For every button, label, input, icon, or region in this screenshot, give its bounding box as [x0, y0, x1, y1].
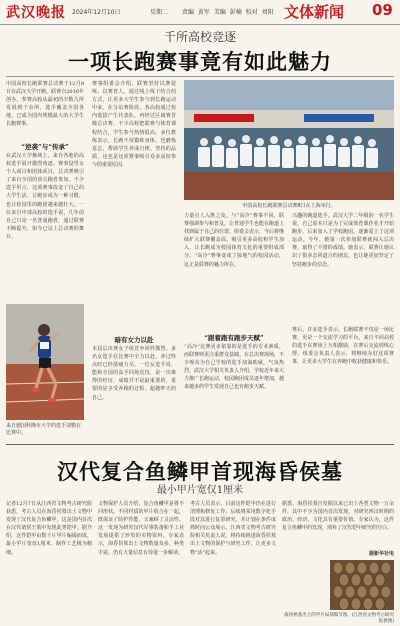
- newspaper-logo: 武汉晚报: [6, 5, 66, 21]
- story1-col2-text2: 本届总决赛女子组竞争同样激烈。多名女选手在比赛中全力以赴，冲过终点时已经筋疲力尽。一位女选手说，能和全国的高手同场竞技，是一次难得的经历，成绩并不是最重要的，重要的是享受奔跑的过程，超越昨天的自己。: [92, 346, 176, 401]
- story1-col3-text2: “高冷”比赛更多依靠的是选手的专业素质，而联赛则更注重群众基础。在总决赛现场，不少观众为自己学校的选手加油助威，气氛热烈。武汉大学相关负责人介绍，学校近年来大力推广长跑运动，校园跑团成员逐年增加，越来越多的学生发现自己也有跑步天赋。: [184, 344, 284, 391]
- story1-kicker: 千所高校竞逐: [163, 30, 236, 44]
- story1-col1-intro: 中国高校长跑联赛总决赛于12月8日在武汉大学开跑。联赛自2016年创办，参赛高校从最初的少数几所发展到千余所，选手覆盖全国各地，已成为国内规模最大的大学生长跑赛事。: [6, 81, 84, 128]
- story1-col1-text: 在武汉大学操场上，来自各地的高校选手展开激烈角逐。赛事设男女个人项目和团体项目，总决赛吸引了来自全国的顶尖跑者参加。不少选手坦言，这项赛事改变了自己的大学生活，让跑步成为一种习惯，也让校园里的跑团越来越壮大。一位来自中部高校的选手说，几年前自己只是一名普通跑者，通过联赛不断提升，如今已站上总决赛的舞台。: [6, 153, 84, 240]
- race-photo-caption: 中国高校长跑联赛总决赛8日在上海举行。: [242, 203, 336, 209]
- story2-col3: 考古人员表示，目前这件铠甲仍在进行清理和修复工作，后续将采用数字化手段对其进行复原研究，并计划在条件成熟时向公众展示。江西省文物考古研究院相关负责人说，将持续推进海昏侯墓出土文物的保护与研究工作，让更多文物“活”起来。: [190, 501, 276, 556]
- armor-photo-caption: 海昏侯墓出土的甲片局部细节图。(江西省文物考古研究院供图): [284, 613, 394, 624]
- story2-byline: 据新华社电: [368, 551, 394, 557]
- armor-scales-illustration: [330, 560, 394, 610]
- story1-col3-text: 力量引人入胜之处。与“高冷”赛事不同，联赛强调参与和普及，让普通学生也能在跑道上找到属于自己的位置。组委会表示，今后将继续扩大联赛覆盖面，吸引更多高校和学生加入，让长跑成为校园体育文化的重要组成部分。“高冷”赛事变成了接地气的校园活动，这正是联赛的魅力所在。: [184, 213, 284, 268]
- runner-illustration: [6, 304, 84, 420]
- divider: [6, 76, 394, 77]
- issue-date: 2024年12月10日: [72, 9, 121, 16]
- race-crowd-photo: [184, 80, 394, 200]
- page-number: 09: [372, 1, 393, 19]
- story2-headline: 汉代复合鱼鳞甲首现海昏侯墓: [57, 459, 343, 484]
- story1-headline: 一项长跑赛事竟有如此魅力: [68, 49, 332, 74]
- runner-photo-caption: 来自德国科隆市大学的选手刘勒在比赛中。: [6, 423, 82, 436]
- story2-col1: 记者12月7日从江西省文物考古研究院获悉，考古人员在海昏侯墓出土文物中发现了汉代复合鱼鳞甲，这是国内首次在汉代诸侯王墓中发现此类铠甲。据介绍，这件铠甲由数千片甲片编缀而成，最小甲片宽仅1厘米，制作工艺极为精细。: [6, 501, 92, 556]
- runner-photo: [6, 304, 84, 420]
- story1-subhead-2: 暗有女力以赴: [114, 336, 154, 344]
- issue-weekday: 星期二: [150, 9, 169, 16]
- armor-photo: [330, 560, 394, 610]
- story1-subhead-1: “逆袭”与“传承”: [21, 143, 69, 151]
- section-divider: [6, 444, 394, 445]
- story1-col4-text: 兴趣的跑道选手。武汉大学二年级的一名学生说，自己原本只是为了完成体育课作业才开始跑步，后来加入了学校跑团，逐渐爱上了这项运动。今年，她第一次参加联赛就闯入总决赛，取得了不错的成绩。她表示，联赛让她认识了很多志同道合的朋友，也让她更加坚定了坚持跑步的信念。: [292, 213, 394, 268]
- section-title: 文体新闻: [284, 3, 345, 21]
- story1-col2-text: 赛事组委会介绍，联赛坚持以赛促练、以赛育人，通过线上线下结合的方式，让更多大学生参与到长跑运动中来。在分站赛阶段，各高校通过校内选拔产生代表队，再经过区域赛晋级总决赛。不少高校把联赛与体育课程结合，学生参与热情很高。多位教练表示，长跑不仅锻炼身体，也磨炼意志，帮助学生养成自律、坚持的品质，这也是这项赛事吸引众多高校参与的重要原因。: [92, 81, 176, 168]
- editor-credits: 责编 黄军 美编 彭楠 校对 刘阳: [182, 9, 274, 16]
- story2-col2: 文物保护人员介绍，复合鱼鳞甲是将不同形状、不同材质的甲片组合在一起，既保证了防护性能，又兼顾了灵活性。这一发现为研究汉代军事装备和手工业发展提供了珍贵的实物资料。专家表示，海昏侯墓出土文物数量众多、种类丰富，仍有大量信息有待进一步解读。: [98, 501, 184, 556]
- race-crowd-illustration: [184, 80, 394, 200]
- story2-col4: 据悉，海昏侯墓自发掘以来已出土各类文物一万余件，其中不少为国内首次发现，对研究西汉时期的政治、经济、文化具有重要价值。专家认为，这件复合鱼鳞甲的发现，填补了汉代铠甲研究的空白。: [282, 501, 394, 532]
- story1-subhead-3: “跟着跑有跑步天赋”: [204, 334, 264, 342]
- story2-subhead: 最小甲片宽仅1厘米: [156, 485, 244, 496]
- story1-col4-text2: 赛后，许多选手表示，长跑联赛不仅是一场比赛，更是一个交流学习的平台。来自不同高校的选手在赛场上互相激励，在赛后交流训练心得。组委会负责人表示，将继续办好这项赛事，让更多大学生在奔跑中收获健康和快乐。: [292, 327, 394, 366]
